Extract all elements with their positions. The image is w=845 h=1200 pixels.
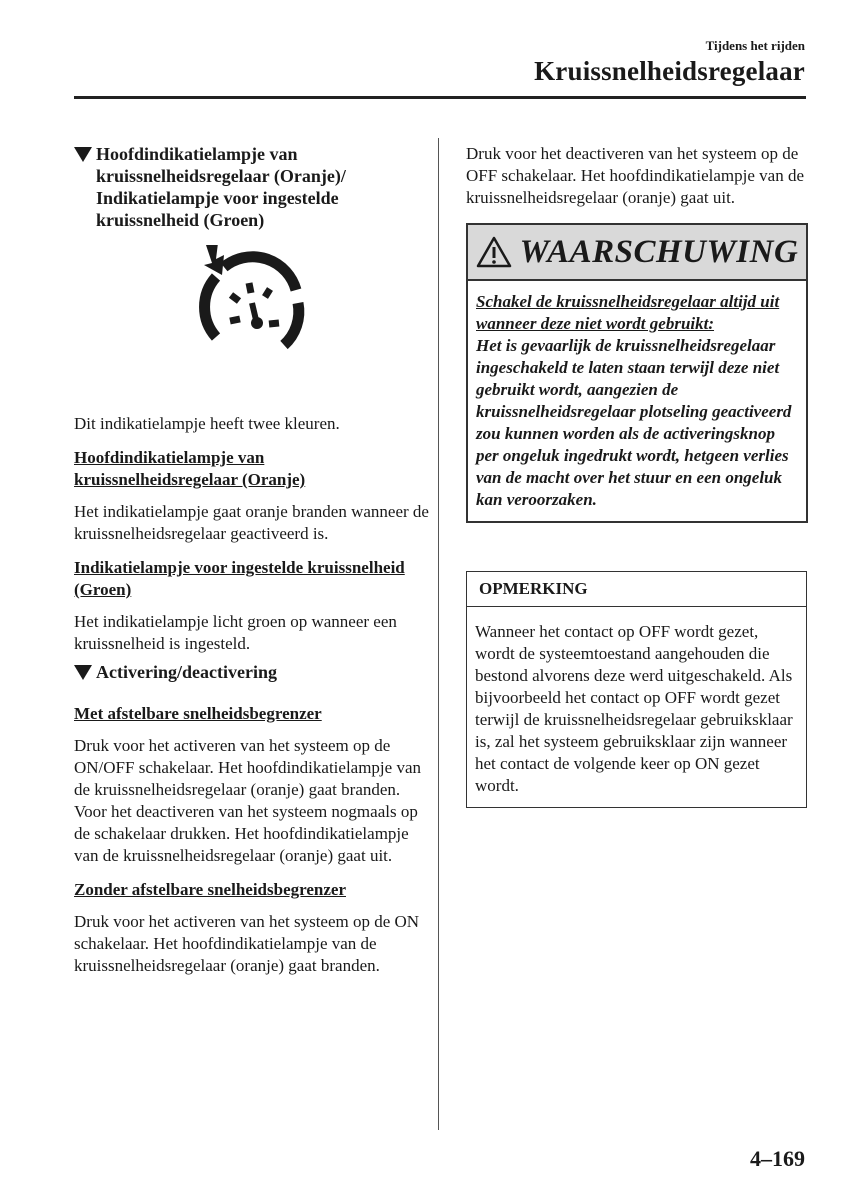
subheading-with-limiter: Met afstelbare snelheidsbegrenzer — [74, 704, 322, 723]
warning-lead: Schakel de kruissnelheidsregelaar altijd uit wanneer deze niet wordt gebruikt: — [476, 292, 780, 333]
left-column — [74, 143, 429, 977]
text-without-limiter: Druk voor het activeren van het systeem op de ON schakelaar. Het hoofdindikatielampje van de kruissnelheidsregelaar (oranje) gaat branden. — [74, 912, 420, 975]
section-heading-text: Hoofdindikatielampje van kruissnelheidsregelaar (Oranje)/ Indikatielampje voor ingestelde kruissnelheid (Groen) — [96, 144, 346, 230]
section-heading-indicator — [74, 143, 429, 231]
intro-text: Dit indikatielampje heeft twee kleuren. — [74, 414, 340, 433]
warning-triangle-icon — [476, 236, 512, 268]
subheading-without-limiter: Zonder afstelbare snelheidsbegrenzer — [74, 880, 346, 899]
triangle-bullet-icon — [74, 665, 92, 680]
right-column — [466, 143, 808, 808]
note-text: Wanneer het contact op OFF wordt gezet, wordt de systeemtoestand aangehouden die bestond alvorens deze werd uitgeschakeld. Als bijvoorbeeld het contact op OFF wordt gezet terwijl de kruissnelheidsregelaar gebruiksklaar is, zal het systeem gebruiksklaar zijn wanneer het contact de volgende keer op ON gezet wordt. — [475, 622, 793, 795]
note-box — [466, 571, 807, 808]
warning-body — [468, 281, 806, 521]
column-divider — [438, 138, 439, 1130]
section-label: Tijdens het rijden — [705, 38, 805, 53]
triangle-bullet-icon — [74, 147, 92, 162]
text-orange: Het indikatielampje gaat oranje branden wanneer de kruissnelheidsregelaar geactiveerd is. — [74, 502, 429, 543]
cruise-control-indicator-icon — [194, 245, 309, 360]
section-heading-text: Activering/deactivering — [96, 662, 277, 682]
indicator-lamp-figure — [74, 245, 429, 405]
text-with-limiter: Druk voor het activeren van het systeem op de ON/OFF schakelaar. Het hoofdindikatielampje van de kruissnelheidsregelaar (oranje) gaat branden. Voor het deactiveren van het systeem nogmaals op de schakelaar drukken. Het hoofdindikatielampje van de kruissnelheidsregelaar (oranje) gaat uit. — [74, 736, 421, 865]
header-divider — [74, 96, 806, 99]
deactivation-text: Druk voor het deactiveren van het systeem op de OFF schakelaar. Het hoofdindikatielampje van de kruissnelheidsregelaar (oranje) gaat uit. — [466, 144, 805, 207]
note-title: OPMERKING — [467, 572, 806, 607]
page-number: 4–169 — [750, 1146, 805, 1171]
subheading-orange: Hoofdindikatielampje van kruissnelheidsregelaar (Oranje) — [74, 448, 306, 489]
warning-box — [466, 223, 808, 523]
text-green: Het indikatielampje licht groen op wanneer een kruissnelheid is ingesteld. — [74, 612, 397, 653]
subheading-green: Indikatielampje voor ingestelde kruissnelheid (Groen) — [74, 558, 405, 599]
warning-title: WAARSCHUWING — [519, 234, 799, 270]
section-heading-activation — [74, 661, 429, 683]
warning-text: Het is gevaarlijk de kruissnelheidsregelaar ingeschakeld te laten staan terwijl deze niet gebruikt wordt, aangezien de kruissnelheidsregelaar plotseling geactiveerd zou kunnen worden als de activeringsknop per ongeluk ingedrukt wordt, hetgeen verlies van de macht over het stuur en een ongeluk kan veroorzaken. — [476, 336, 792, 509]
warning-header — [468, 225, 806, 281]
page-title: Kruissnelheidsregelaar — [534, 56, 805, 86]
